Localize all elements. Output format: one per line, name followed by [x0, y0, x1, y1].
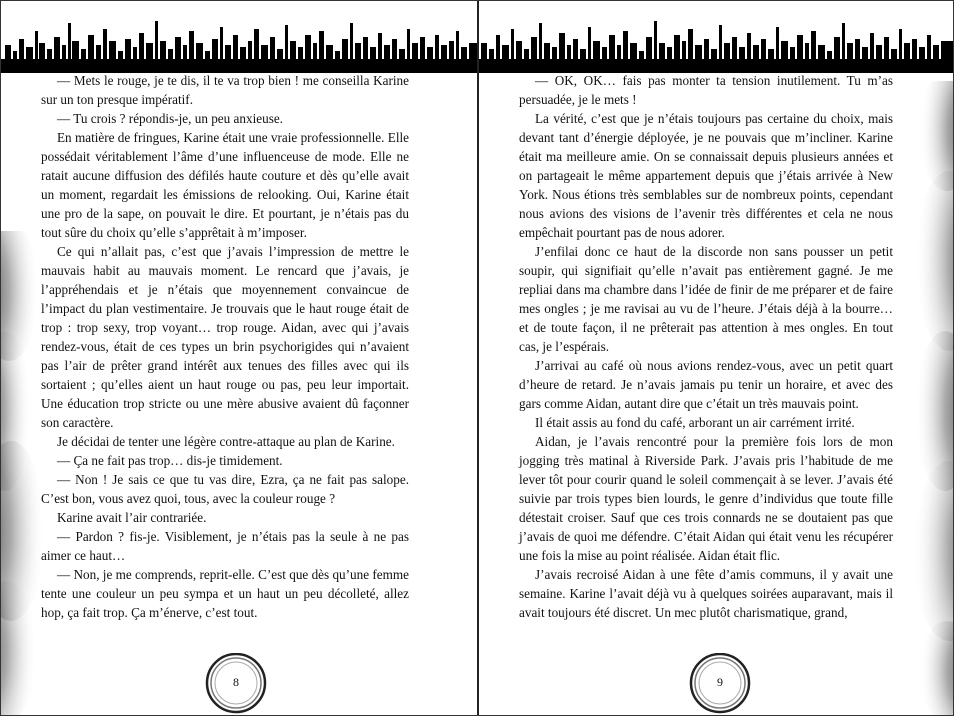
left-page — [1, 1, 477, 715]
page-number: 9 — [717, 675, 723, 689]
right-page-text — [519, 71, 893, 622]
right-page — [479, 1, 953, 715]
paragraph: — Tu crois ? répondis-je, un peu anxieuse. — [57, 111, 283, 126]
paragraph: Je décidai de tenter une légère contre-attaque au plan de Karine. — [57, 434, 395, 449]
paragraph: — Ça ne fait pas trop… dis-je timidement. — [57, 453, 283, 468]
paragraph: — OK, OK… fais pas monter ta tension inutilement. Tu m’as persuadée, je le mets ! — [519, 73, 893, 107]
paragraph: — Non, je me comprends, reprit-elle. C’est que dès qu’une femme tente une couleur un peu sympa et un haut un peu décolleté, allez hop, ça fait trop. Ça m’énerve, c’est tout. — [41, 567, 409, 620]
paragraph: — Non ! Je sais ce que tu vas dire, Ezra, ça ne fait pas salope. C’est bon, vous avez quoi, tous, avec la couleur rouge ? — [41, 472, 409, 506]
paragraph: — Pardon ? fis-je. Visiblement, je n’étais pas la seule à ne pas aimer ce haut… — [41, 529, 409, 563]
paragraph: — Mets le rouge, je te dis, il te va trop bien ! me conseilla Karine sur un ton presque impératif. — [41, 73, 409, 107]
paragraph: Aidan, je l’avais rencontré pour la première fois lors de mon jogging très matinal à Riverside Park. J’avais pris l’habitude de me lever tôt pour courir quand le soleil commençait à se lever. J’avais été suivie par trois types bien lourds, le genre d’individus que toute fille détestait croiser. Sauf que ces trois connards ne se doutaient pas que j’avais de quoi me défendre. C’était Aidan qui était venu les récupérer une fois la mise au point réalisée. Aidan était flic. — [519, 434, 893, 563]
paragraph: J’arrivai au café où nous avions rendez-vous, avec un petit quart d’heure de retard. Je n’avais jamais pu tenir un horaire, et avec des gars comme Aidan, autant dire que c’était un très mauvais point. — [519, 358, 893, 411]
page-number: 8 — [233, 675, 239, 689]
paragraph: J’avais recroisé Aidan à une fête d’amis communs, il y avait une semaine. Karine l’avait déjà vu à quelques soirées auparavant, mais il avait toujours été discret. Un mec plutôt charismatique, grand, — [519, 567, 893, 620]
paragraph: En matière de fringues, Karine était une vraie professionnelle. Elle possédait véritablement l’âme d’une influenceuse de mode. Elle ne ratait aucune diffusion des défilés haute couture et dès qu’elle avait un moment, regardait les émissions de relooking. Oui, Karine était une pro de la sape, on pouvait le dire. Et pourtant, je n’étais pas du tout sûre du choix qu’elle s’apprêtait à m’imposer. — [41, 130, 409, 240]
paragraph: La vérité, c’est que je n’étais toujours pas certaine du choix, mais devant tant d’énergie déployée, je ne pouvais que m’incliner. Karine était ma meilleure amie. On se connaissait depuis plusieurs années et on partageait le même appartement depuis que j’étais arrivée à New York. Nous étions très semblables sur de nombreux points, cependant nous avions des visions de l’avenir très différentes et cela ne nous empêchait pourtant pas de nous adorer. — [519, 111, 893, 240]
paragraph: J’enfilai donc ce haut de la discorde non sans pousser un petit soupir, qui signifiait qu’elle n’avait pas entièrement gagné. Je me repliai dans ma chambre dans l’idée de finir de me préparer et de faire mes ongles ; je me ravisai au vu de l’heure. J’étais déjà à la bourre… et de toute façon, il ne prêterait pas attention à mes ongles. En tout cas, je l’espérais. — [519, 244, 893, 354]
page-number-ornament — [680, 653, 760, 715]
left-page-text — [41, 71, 409, 622]
page-number-ornament — [196, 653, 276, 715]
city-skyline-header — [1, 1, 477, 73]
ink-smoke-decoration-right — [891, 81, 953, 715]
paragraph: Ce qui n’allait pas, c’est que j’avais l’impression de mettre le mauvais habit au mauvais moment. Le rencard que j’avais, je l’appréhendais et je n’étais que moyennement convaincue de l’impact du plan vestimentaire. Je trouvais que le haut rouge était de trop : trop sexy, trop voyant… trop rouge. Aidan, avec qui j’avais rendez-vous, était de ces types un brin psychorigides qui n’avaient pas l’air de prêter grand intérêt aux tenues des filles avec qui ils sortaient ; qu’elles aient un haut rouge ou pas, peu leur importait. Une éducation trop stricte ou une mère abusive avaient dû façonner son caractère. — [41, 244, 409, 430]
city-skyline-header — [479, 1, 953, 73]
paragraph: Karine avait l’air contrariée. — [57, 510, 207, 525]
paragraph: Il était assis au fond du café, arborant un air carrément irrité. — [535, 415, 855, 430]
